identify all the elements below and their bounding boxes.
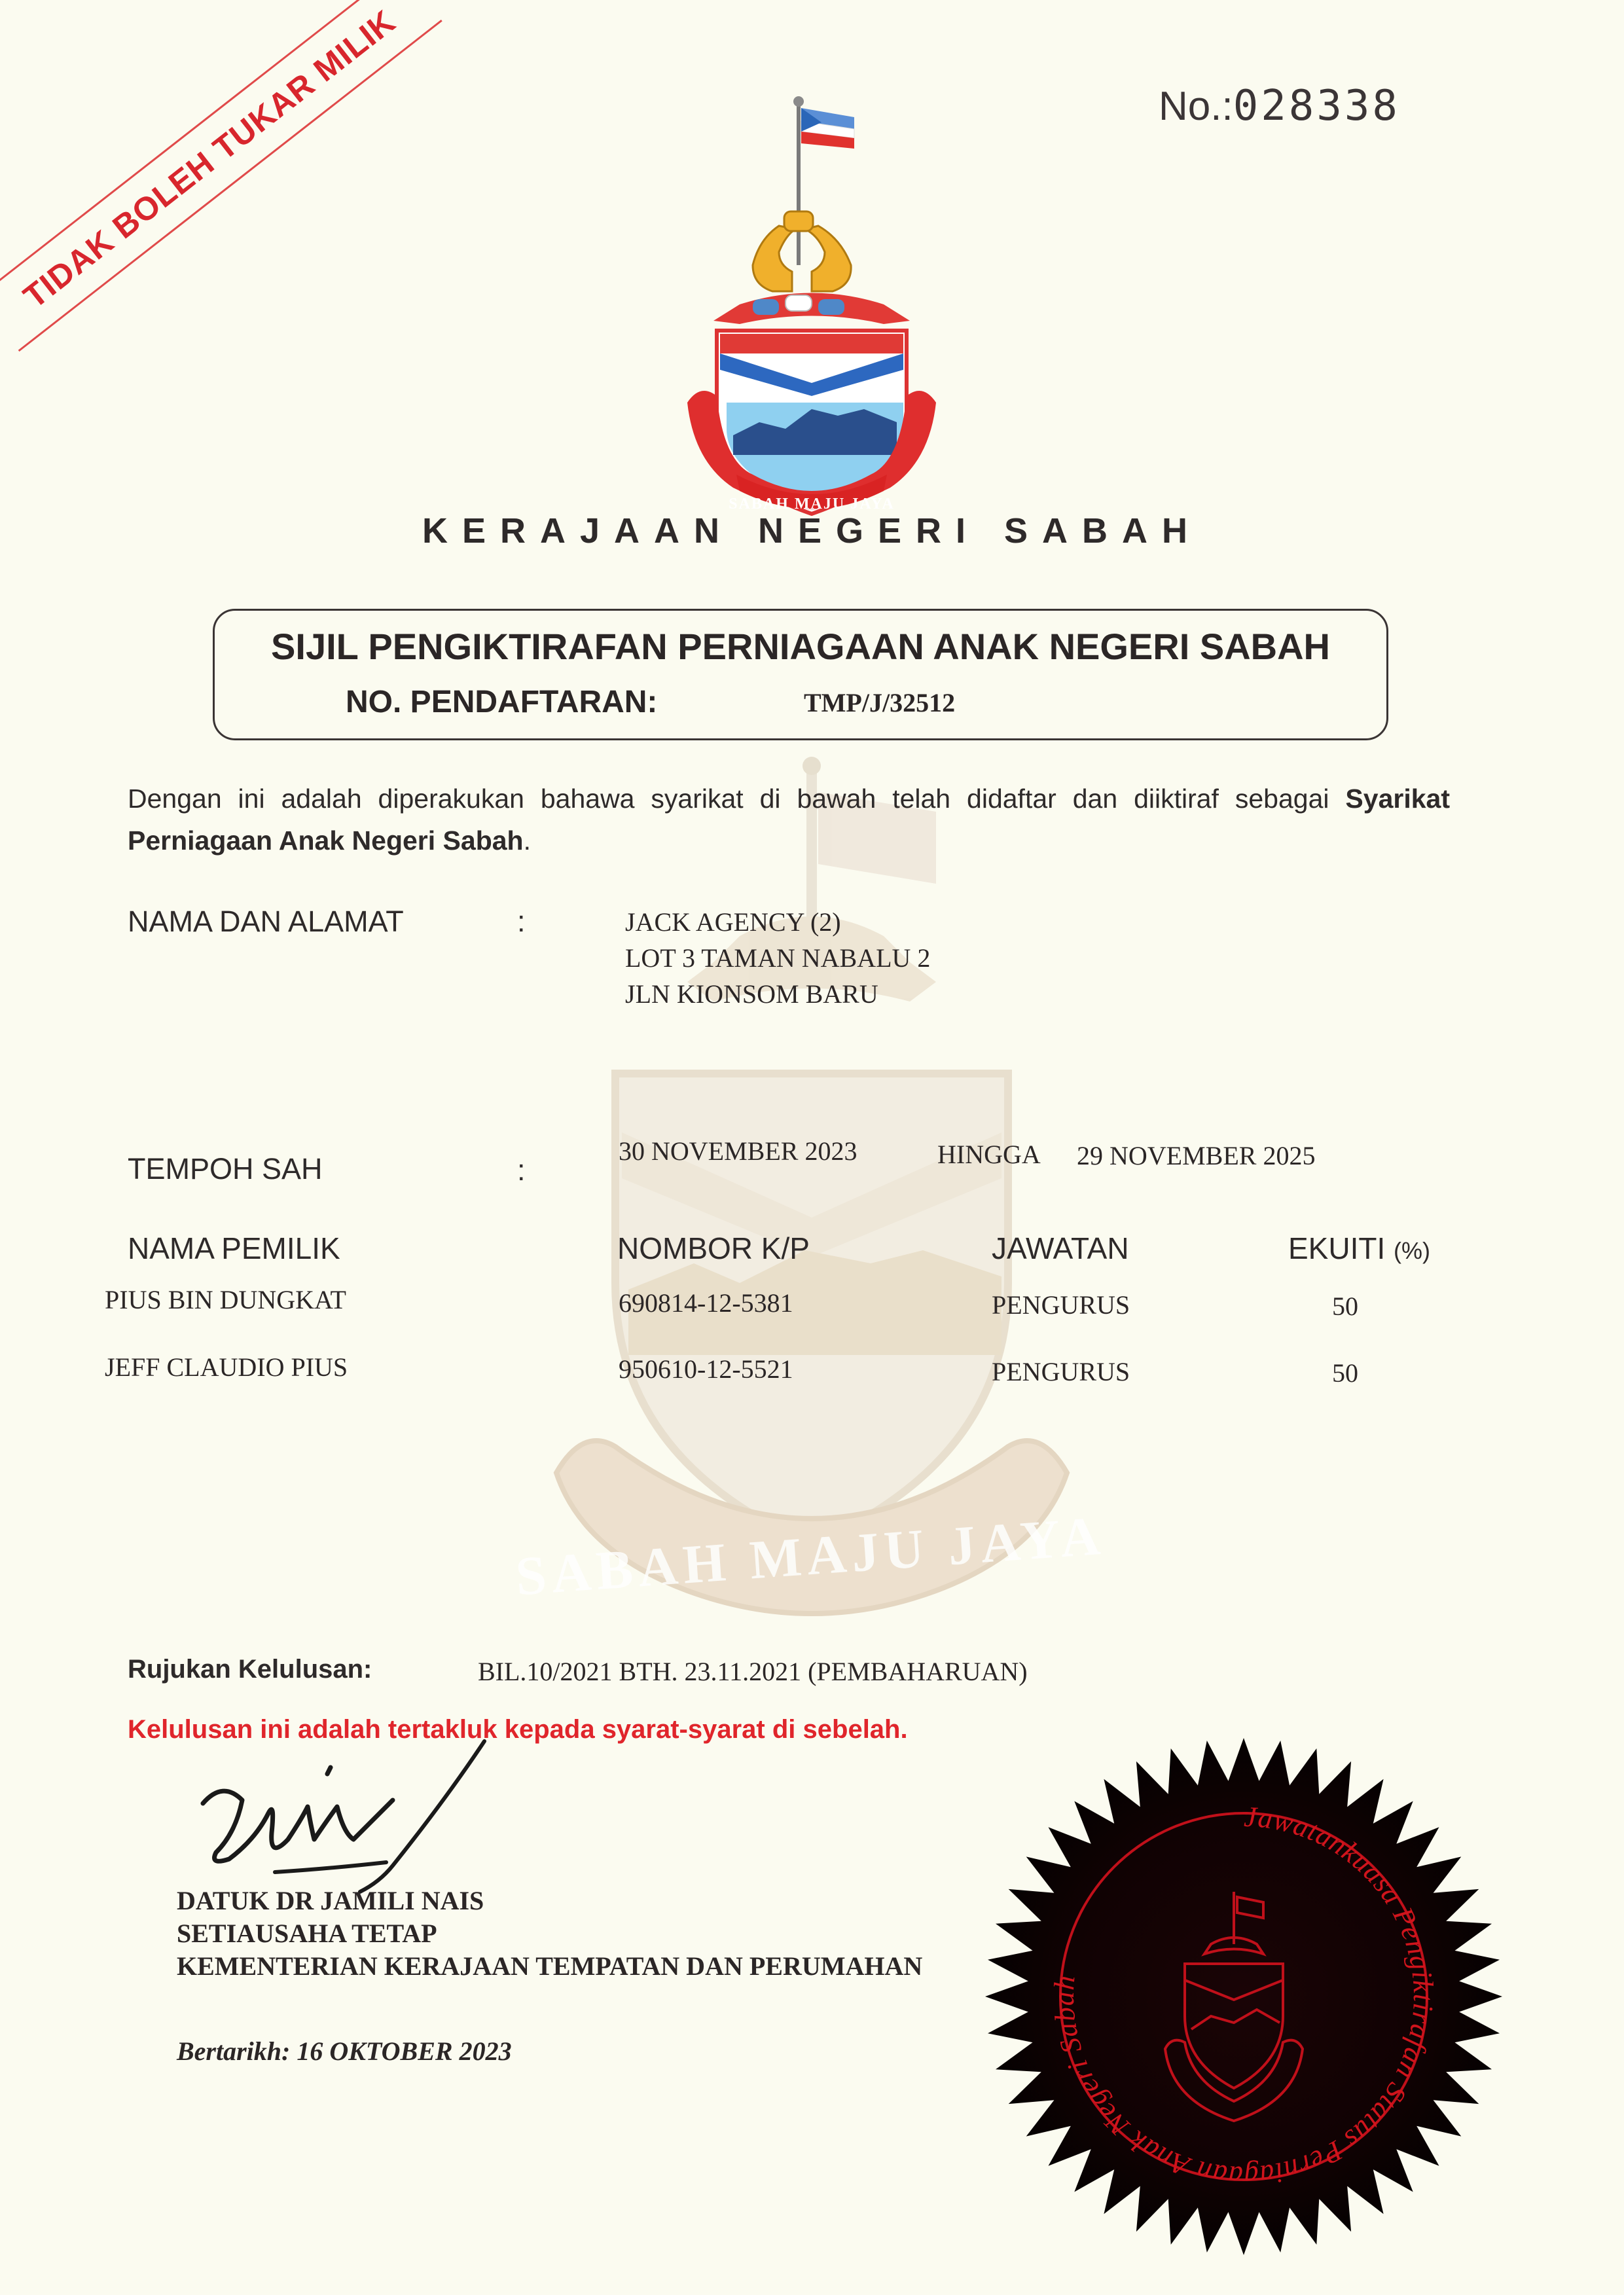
watermark-motto: SABAH MAJU JAYA bbox=[513, 1505, 1108, 1608]
company-label: NAMA DAN ALAMAT bbox=[128, 905, 404, 938]
certificate-number-value: 028338 bbox=[1233, 82, 1400, 130]
validity-to: 29 NOVEMBER 2025 bbox=[1077, 1141, 1316, 1170]
conditions-note: Kelulusan ini adalah tertakluk kepada syarat-syarat di sebelah. bbox=[128, 1715, 908, 1744]
intro-paragraph bbox=[128, 778, 1450, 861]
watermark-crest bbox=[513, 766, 1108, 1656]
owner-ic-header: NOMBOR K/P bbox=[617, 1231, 810, 1265]
date-issued: Bertarikh: 16 OKTOBER 2023 bbox=[177, 2036, 512, 2066]
validity-from: 30 NOVEMBER 2023 bbox=[619, 1136, 857, 1166]
no-transfer-stamp: TIDAK BOLEH TUKAR MILIK bbox=[0, 0, 442, 352]
official-seal bbox=[975, 1735, 1512, 2258]
owner-name-header: NAMA PEMILIK bbox=[128, 1231, 340, 1265]
owner-equity: 50 bbox=[1332, 1292, 1358, 1321]
signatory-name: DATUK DR JAMILI NAIS bbox=[177, 1886, 484, 1915]
signatory-position: SETIAUSAHA TETAP bbox=[177, 1919, 437, 1948]
owner-position: PENGURUS bbox=[992, 1357, 1130, 1386]
company-address-line-1: LOT 3 TAMAN NABALU 2 bbox=[625, 943, 931, 973]
owner-name: PIUS BIN DUNGKAT bbox=[105, 1285, 346, 1314]
registration-label: NO. PENDAFTARAN: bbox=[346, 685, 658, 719]
sabah-crest-logo bbox=[687, 95, 936, 513]
owner-ic: 690814-12-5381 bbox=[619, 1288, 793, 1318]
certificate-number bbox=[1159, 82, 1400, 130]
owner-equity-header bbox=[1288, 1231, 1430, 1266]
validity-to-word: HINGGA bbox=[937, 1140, 1041, 1169]
seal-text: Jawatankuasa Pengiktirafan Status Perniagaan Anak Negeri Sabah bbox=[1047, 1800, 1440, 2193]
intro-end: . bbox=[523, 825, 531, 856]
owner-equity-unit: (%) bbox=[1394, 1237, 1431, 1264]
certificate-title-box bbox=[213, 609, 1388, 740]
signatory-ministry: KEMENTERIAN KERAJAAN TEMPATAN DAN PERUMAHAN bbox=[177, 1951, 923, 1981]
government-title: KERAJAAN NEGERI SABAH bbox=[422, 511, 1202, 551]
company-colon: : bbox=[517, 905, 526, 938]
reference-value: BIL.10/2021 BTH. 23.11.2021 (PEMBAHARUAN) bbox=[478, 1657, 1028, 1686]
intro-bold: Syarikat Perniagaan Anak Negeri Sabah bbox=[128, 784, 1450, 856]
validity-colon: : bbox=[517, 1153, 526, 1187]
owner-position: PENGURUS bbox=[992, 1290, 1130, 1320]
company-address-line-2: JLN KIONSOM BARU bbox=[625, 979, 878, 1009]
company-name: JACK AGENCY (2) bbox=[625, 907, 841, 937]
certificate-number-prefix: No.: bbox=[1159, 84, 1233, 129]
reference-label: Rujukan Kelulusan: bbox=[128, 1655, 372, 1684]
owner-position-header: JAWATAN bbox=[992, 1231, 1129, 1265]
owner-ic: 950610-12-5521 bbox=[619, 1354, 793, 1384]
crest-motto: SABAH MAJU JAYA bbox=[729, 496, 895, 513]
owner-equity-header-text: EKUITI bbox=[1288, 1231, 1386, 1265]
owner-equity: 50 bbox=[1332, 1358, 1358, 1388]
owner-name: JEFF CLAUDIO PIUS bbox=[105, 1352, 348, 1382]
intro-text: Dengan ini adalah diperakukan bahawa syarikat di bawah telah didaftar dan diiktiraf sebagai bbox=[128, 784, 1329, 814]
validity-label: TEMPOH SAH bbox=[128, 1152, 323, 1185]
certificate-title: SIJIL PENGIKTIRAFAN PERNIAGAAN ANAK NEGERI SABAH bbox=[271, 626, 1330, 667]
registration-number: TMP/J/32512 bbox=[804, 688, 956, 717]
